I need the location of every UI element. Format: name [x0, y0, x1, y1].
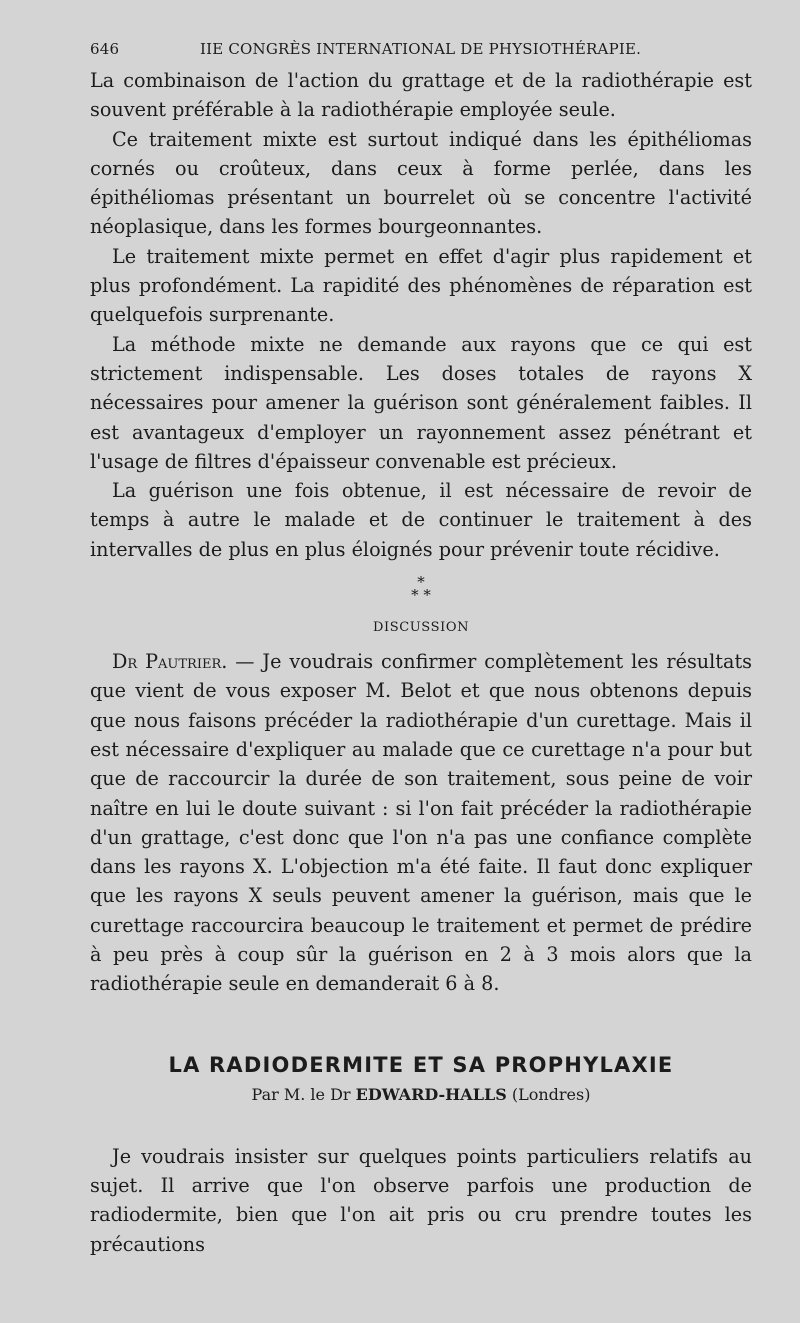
author-location: (Londres) — [511, 1084, 591, 1104]
discussion-heading: DISCUSSION — [372, 620, 470, 636]
running-title: IIE CONGRÈS INTERNATIONAL DE PHYSIOTHÉRAPIE. — [200, 40, 642, 58]
paragraph: Ce traitement mixte est surtout indiqué dans les épithéliomas cornés ou croûteux, dans ceux à forme perlée, dans les épithéliomas présentant un bourrelet où se concentre l'activité néoplasique, dans les formes bourgeonnantes. — [90, 127, 752, 239]
asterism-separator — [90, 573, 752, 605]
byline-prefix: Par M. le Dr — [251, 1084, 351, 1104]
asterism-bottom: * * — [411, 586, 431, 605]
author-name: EDWARD-HALLS — [355, 1084, 507, 1104]
paragraph: La guérison une fois obtenue, il est nécessaire de revoir de temps à autre le malade et de continuer le traitement à des intervalles de plus en plus éloignés pour prévenir toute récidive. — [90, 479, 752, 561]
discussion-paragraph — [90, 647, 752, 999]
byline — [90, 1085, 752, 1104]
speaker-name: Dr Pautrier. — [112, 650, 228, 674]
discussion-text: — Je voudrais confirmer complètement les résultats que vient de vous exposer M. Belot et que nous obtenons depuis que nous faisons précéder la radiothérapie d'un curettage. Mais il est nécessaire d'expliquer au malade que ce curettage n'a pour but que de raccourcir la durée de son traitement, sous peine de voir naître en lui le doute suivant : si l'on fait précéder la radiothérapie d'un grattage, c'est donc que l'on n'a pas une confiance complète dans les rayons X. L'objection m'a été faite. Il faut donc expliquer que les rayons X seuls peuvent amener la guérison, mais que le curettage raccourcira beaucoup le traitement et permet de prédire à peu près à coup sûr la guérison en 2 à 3 mois alors que la radiothérapie seule en demanderait 6 à 8. — [90, 650, 753, 996]
article-title: LA RADIODERMITE ET SA PROPHYLAXIE — [168, 1052, 674, 1077]
running-header — [90, 40, 752, 58]
paragraph: La méthode mixte ne demande aux rayons que ce qui est strictement indispensable. Les doses totales de rayons X nécessaires pour amener la guérison sont généralement faibles. Il est avantageux d'employer un rayonnement assez pénétrant et l'usage de filtres d'épaisseur convenable est précieux. — [90, 332, 752, 473]
paragraph: Le traitement mixte permet en effet d'agir plus rapidement et plus profondément. La rapidité des phénomènes de réparation est quelquefois surprenante. — [90, 244, 752, 327]
paragraph: La combinaison de l'action du grattage et de la radiothérapie est souvent préférable à la radiothérapie employée seule. — [90, 69, 752, 122]
asterism-top: * — [417, 573, 425, 592]
article-opening-paragraph: Je voudrais insister sur quelques points particuliers relatifs au sujet. Il arrive que l'on observe parfois une production de radiodermite, bien que l'on ait pris ou cru prendre toutes les précautions — [90, 1144, 752, 1256]
page-number: 646 — [90, 40, 120, 58]
